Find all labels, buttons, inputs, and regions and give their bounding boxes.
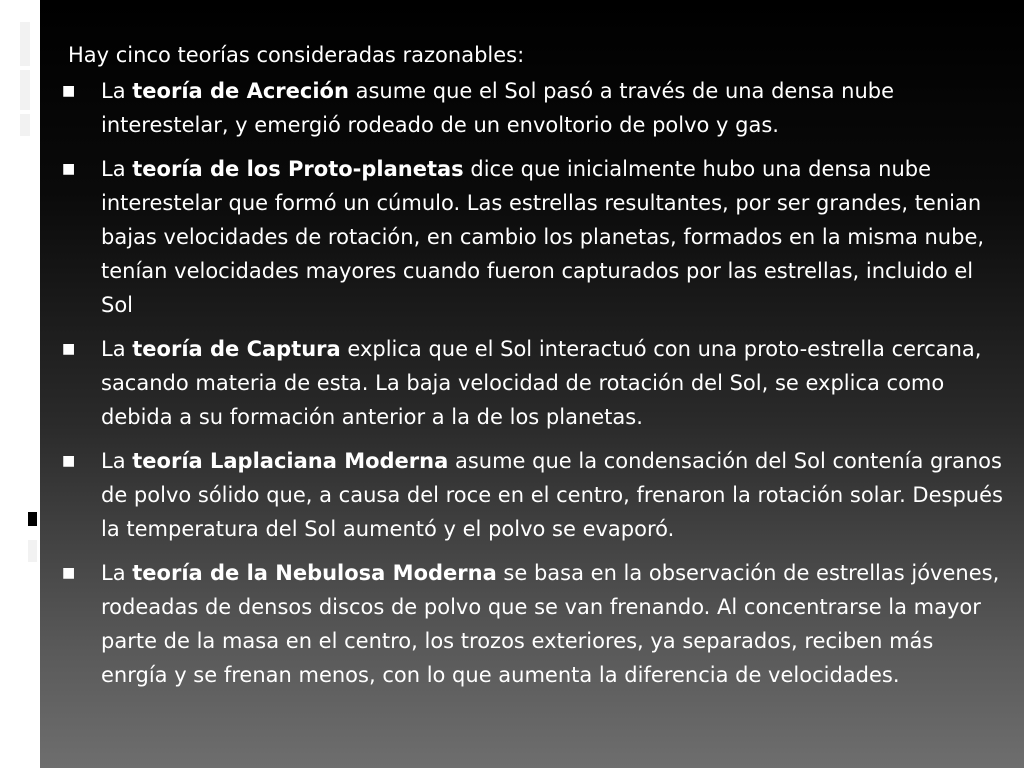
slide-content <box>60 40 1005 702</box>
square-bullet-icon: ■ <box>62 565 76 581</box>
list-item <box>60 74 1005 142</box>
theory-name: teoría de la Nebulosa Moderna <box>132 561 497 585</box>
theory-description: dice que inicialmente hubo una densa nube interestelar que formó un cúmulo. Las estrellas resultantes, por ser grandes, tenian bajas velocidades de rotación, en cambio los planetas, formados en la misma nube, tenían velocidades mayores cuando fueron capturados por las estrellas, incluido el Sol <box>101 157 985 317</box>
square-bullet-icon: ■ <box>62 341 76 357</box>
square-bullet-icon: ■ <box>62 161 76 177</box>
theory-name: teoría de Acreción <box>132 79 349 103</box>
item-lead: La <box>101 79 133 103</box>
decorative-stripe <box>20 22 30 66</box>
item-lead: La <box>101 337 133 361</box>
decorative-block <box>28 512 37 526</box>
theory-description: asume que el Sol pasó a través de una densa nube interestelar, y emergió rodeado de un envoltorio de polvo y gas. <box>101 79 895 137</box>
slide-intro: Hay cinco teorías consideradas razonables: <box>68 43 525 67</box>
list-item <box>60 444 1005 546</box>
list-item <box>60 332 1005 434</box>
theory-description: explica que el Sol interactuó con una proto-estrella cercana, sacando materia de esta. La baja velocidad de rotación del Sol, se explica como debida a su formación anterior a la de los planetas. <box>101 337 982 429</box>
square-bullet-icon: ■ <box>62 83 76 99</box>
list-item <box>60 556 1005 692</box>
item-lead: La <box>101 561 133 585</box>
theory-description: asume que la condensación del Sol contenía granos de polvo sólido que, a causa del roce en el centro, frenaron la rotación solar. Después la temperatura del Sol aumentó y el polvo se evaporó. <box>101 449 1003 541</box>
square-bullet-icon: ■ <box>62 453 76 469</box>
theory-list <box>60 74 1005 692</box>
theory-name: teoría de Captura <box>132 337 341 361</box>
item-lead: La <box>101 449 133 473</box>
item-lead: La <box>101 157 133 181</box>
theory-name: teoría Laplaciana Moderna <box>132 449 449 473</box>
decorative-stripe <box>28 540 37 562</box>
decorative-stripe <box>20 114 30 136</box>
theory-name: teoría de los Proto-planetas <box>132 157 464 181</box>
decorative-stripe <box>20 70 30 110</box>
list-item <box>60 152 1005 322</box>
theory-description: se basa en la observación de estrellas jóvenes, rodeadas de densos discos de polvo que se van frenando. Al concentrarse la mayor parte de la masa en el centro, los trozos exteriores, ya separados, reciben más enrgía y se frenan menos, con lo que aumenta la diferencia de velocidades. <box>101 561 1000 687</box>
